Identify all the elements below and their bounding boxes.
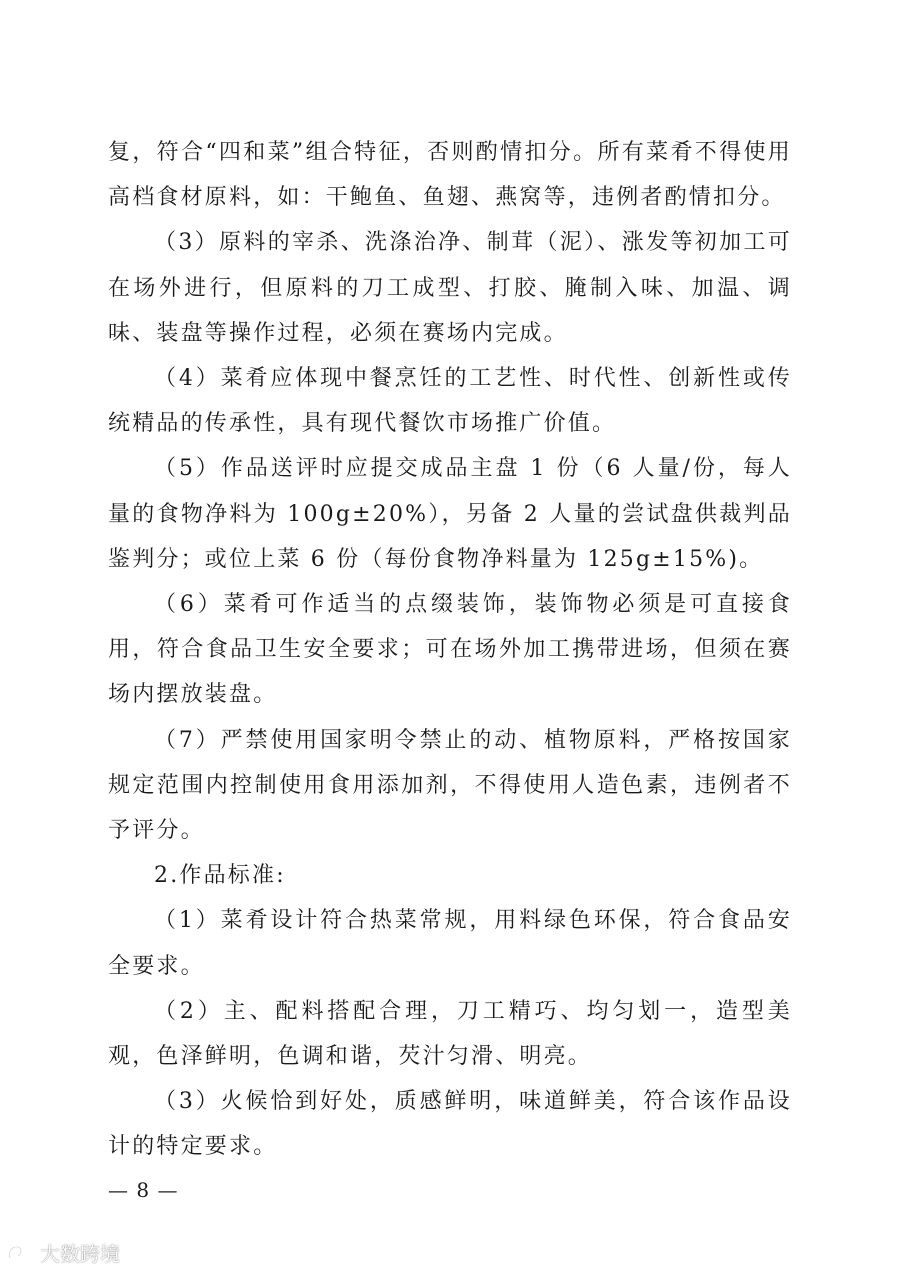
watermark-text: 大数跨境: [40, 1242, 120, 1266]
paragraph-continuation: 复，符合“四和菜”组合特征，否则酌情扣分。所有菜肴不得使用高档食材原料，如：干鲍鱼、鱼翅、燕窝等，违例者酌情扣分。: [108, 140, 792, 211]
standard-item-1: （1）菜肴设计符合热菜常规，用料绿色环保，符合食品安全要求。: [108, 908, 792, 979]
watermark: [6, 1238, 120, 1267]
paragraph-item-7: （7）严禁使用国家明令禁止的动、植物原料，严格按国家规定范围内控制使用食用添加剂，不得使用人造色素，违例者不予评分。: [108, 727, 792, 844]
paragraph-item-3: （3）原料的宰杀、洗涤治净、制茸（泥）、涨发等初加工可在场外进行，但原料的刀工成型、打胶、腌制入味、加温、调味、装盘等操作过程，必须在赛场内完成。: [108, 230, 792, 346]
standard-item-3: （3）火候恰到好处，质感鲜明，味道鲜美，符合该作品设计的特定要求。: [108, 1089, 792, 1160]
page-number: — 8 —: [108, 1178, 179, 1202]
paragraph-item-5: （5）作品送评时应提交成品主盘 1 份（6 人量/份，每人量的食物净料为 100g±20%），另备 2 人量的尝试盘供裁判品鉴判分；或位上菜 6 份（每份食物净料量为 125g±15%)。: [108, 456, 792, 572]
standard-item-2: （2）主、配料搭配合理，刀工精巧、均匀划一，造型美观，色泽鲜明，色调和谐，芡汁匀滑、明亮。: [108, 998, 792, 1070]
paragraph-item-6: （6）菜肴可作适当的点缀装饰，装饰物必须是可直接食用，符合食品卫生安全要求；可在场外加工携带进场，但须在赛场内摆放装盘。: [108, 592, 792, 708]
section-heading: 2.作品标准:: [154, 863, 286, 889]
watermark-logo-icon: [6, 1242, 36, 1264]
document-body: [108, 130, 792, 1170]
paragraph-item-4: （4）菜肴应体现中餐烹饪的工艺性、时代性、创新性或传统精品的传承性，具有现代餐饮市场推广价值。: [108, 366, 792, 437]
